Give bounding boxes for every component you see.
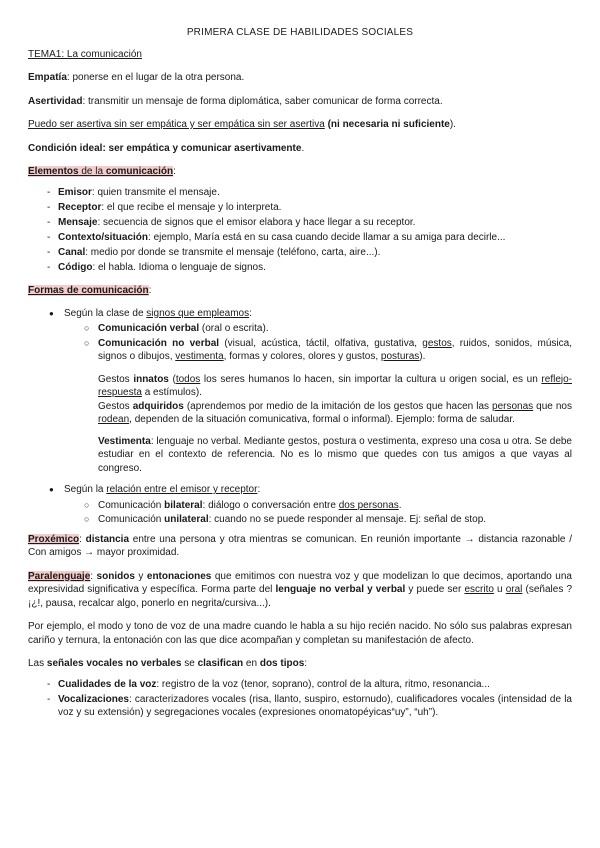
list-item: - Código: el habla. Idioma o lenguaje de signos. [28, 261, 572, 275]
list-item: - Canal: medio por donde se transmite el mensaje (teléfono, carta, aire...). [28, 246, 572, 260]
bilateral-communication: ○ Comunicación bilateral: diálogo o conversación entre dos personas. [28, 499, 572, 513]
proxemic-definition: Proxémico: distancia entre una persona y otra mientras se comunican. En reunión importante → distancia razonable / Con amigos → mayor proximidad. [28, 533, 572, 558]
nonverbal-communication: ○ Comunicación no verbal (visual, acústica, táctil, olfativa, gustativa, gestos, ruidos, sonidos, música, signos o dibujos, vestimenta, formas y colores, olores y gustos, posturas). [28, 337, 572, 364]
empathy-text: : ponerse en el lugar de la otra persona. [66, 72, 245, 83]
innate-gestures: Gestos innatos (todos los seres humanos lo hacen, sin importar la cultura u origen social, es un reflejo-respuesta a estímulos). [98, 373, 572, 398]
assertiveness-text: : transmitir un mensaje de forma diplomática, saber comunicar de forma correcta. [82, 95, 443, 107]
list-item: - Contexto/situación: ejemplo, María está en su casa cuando decide llamar a su amiga para decirle... [28, 231, 572, 245]
bullet-signs: ● Según la clase de signos que empleamos: [28, 307, 572, 321]
assertive-empathic-note: Puedo ser asertiva sin ser empática y ser empática sin ser asertiva (ni necesaria ni suficiente). [28, 119, 456, 130]
assertiveness-definition [28, 95, 572, 109]
ideal-condition-text: Condición ideal: ser empática y comunicar asertivamente [28, 142, 302, 154]
forms-heading: Formas de comunicación: [28, 285, 152, 296]
list-item: - Emisor: quien transmite el mensaje. [28, 186, 572, 200]
paralanguage-definition: Paralenguaje: sonidos y entonaciones que emitimos con nuestra voz y que modelizan lo que decimos, aportando una expresividad significativa y específica. Forma parte del lenguaje no verbal y verbal y puede ser escrito u oral (señales ?¡¿!, pausa, recalcar algo, ponerlo en negrita/cursiva...). [28, 570, 573, 609]
assertive-empathic-bold: (ni necesaria ni suficiente [327, 119, 450, 130]
vocal-signals-heading: Las señales vocales no verbales se clasifican en dos tipos: [28, 658, 308, 669]
elements-list [28, 186, 572, 275]
empathy-definition [28, 71, 572, 85]
bullet-relationship: ● Según la relación entre el emisor y receptor: [28, 483, 572, 497]
clothing-note: Vestimenta: lenguaje no verbal. Mediante gestos, postura o vestimenta, expreso una cosa u otra. Se debe estudiar en el contexto de referencia. No es lo mismo que quedes con tus amigos a que vayas al congreso. [98, 435, 572, 474]
topic-label: TEMA1: La comunicación [28, 48, 142, 60]
empathy-term: Empatía [28, 72, 67, 83]
topic-heading [28, 48, 572, 62]
verbal-communication: ○ Comunicación verbal (oral o escrita). [28, 322, 572, 336]
list-item: - Vocalizaciones: caracterizadores vocales (risa, llanto, suspiro, estornudo), cualificadores vocales (intensidad de la voz y su extensión) y segregaciones vocales (expresiones onomatopéyicas“uy”, “uh”). [28, 693, 572, 720]
example-paragraph: Por ejemplo, el modo y tono de voz de una madre cuando le habla a su hijo recién nacido. No sólo sus palabras expresan cariño y ternura, la entonación con las que dice acompañan y completan su manifestación de afecto. [28, 621, 572, 646]
list-item: - Cualidades de la voz: registro de la voz (tenor, soprano), control de la altura, ritmo, resonancia... [28, 678, 572, 692]
elements-heading: Elementos de la comunicación: [28, 166, 176, 177]
acquired-gestures: Gestos adquiridos (aprendemos por medio de la imitación de los gestos que hacen las personas que nos rodean, dependen de la situación comunicativa, formal o informal). Ejemplo: forma de saludar. [98, 400, 572, 425]
list-item: - Mensaje: secuencia de signos que el emisor elabora y hace llegar a su receptor. [28, 216, 572, 230]
vocal-signals-list [28, 678, 572, 720]
assertive-empathic-underlined: Puedo ser asertiva sin ser empática y ser empática sin ser asertiva [28, 119, 325, 130]
assertiveness-term: Asertividad [28, 95, 83, 107]
ideal-condition: Condición ideal: ser empática y comunicar asertivamente. [28, 142, 305, 154]
unilateral-communication: ○ Comunicación unilateral: cuando no se puede responder al mensaje. Ej: señal de stop. [28, 513, 572, 527]
document-title: PRIMERA CLASE DE HABILIDADES SOCIALES [186, 27, 414, 38]
list-item: - Receptor: el que recibe el mensaje y lo interpreta. [28, 201, 572, 215]
